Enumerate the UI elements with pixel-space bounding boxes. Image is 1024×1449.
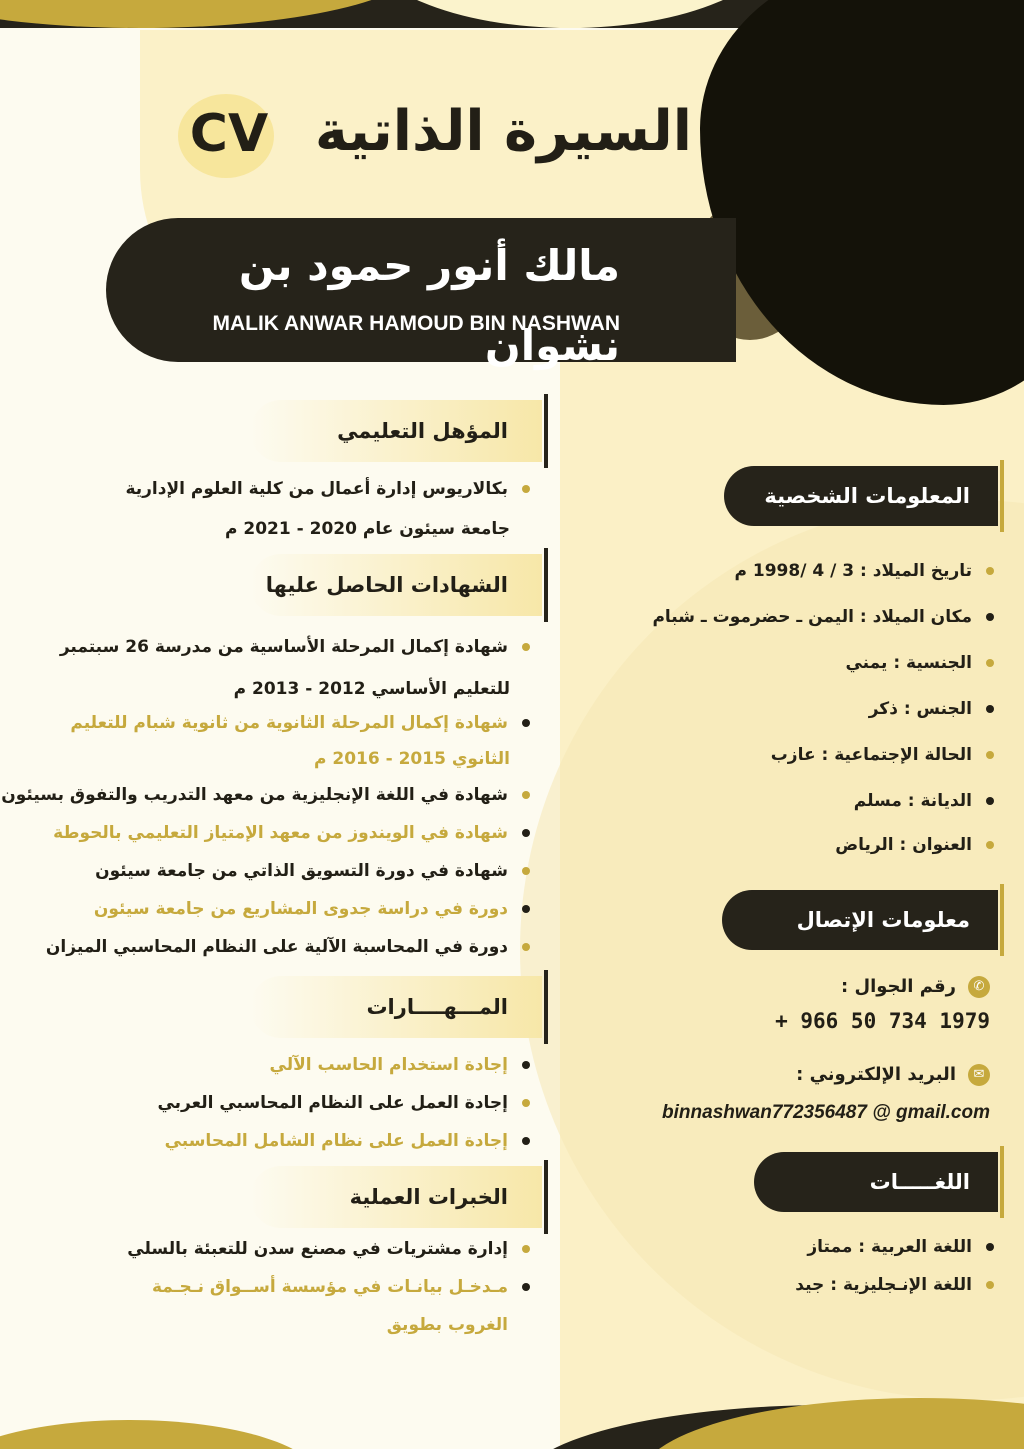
certificate-text: شهادة إكمال المرحلة الأساسية من مدرسة 26 سبتمبر <box>59 637 508 657</box>
list-item <box>152 1272 530 1302</box>
list-item <box>70 708 530 738</box>
page-title <box>176 86 696 178</box>
list-item <box>869 694 994 724</box>
email-icon: ✉ <box>968 1064 990 1086</box>
languages-heading: اللغـــــات <box>869 1170 970 1194</box>
list-item <box>795 1270 994 1300</box>
bottom-left-wave <box>0 1420 320 1449</box>
bullet-dot <box>986 705 994 713</box>
certificate-continuation: الثانوي 2015 - 2016 م <box>313 749 510 769</box>
certificate-text: دورة في دراسة جدوى المشاريع من جامعة سيئون <box>93 899 508 919</box>
education-heading: المؤهل التعليمي <box>337 419 508 443</box>
certificate-text: شهادة في دورة التسويق الذاتي من جامعة سيئون <box>95 861 508 881</box>
personal-heading-bar <box>724 466 998 526</box>
list-item <box>94 894 530 924</box>
personal-info: تاريخ الميلاد : 3 / 4 /1998 م <box>734 561 972 581</box>
experience-text: مـدخـل بيانـات في مؤسسة أســواق نـجـمة <box>151 1277 508 1297</box>
certificates-heading-bar <box>250 554 542 616</box>
list-item <box>807 1232 994 1262</box>
certificate-text: شهادة في اللغة الإنجليزية من معهد التدريب والتفوق بسيئون <box>1 785 508 805</box>
list-item <box>127 1234 530 1264</box>
bullet-dot <box>986 751 994 759</box>
bullet-dot <box>522 905 530 913</box>
bullet-dot <box>986 797 994 805</box>
phone-icon: ✆ <box>968 976 990 998</box>
list-item <box>95 856 530 886</box>
bullet-dot <box>522 1245 530 1253</box>
bullet-dot <box>522 719 530 727</box>
bullet-dot <box>522 829 530 837</box>
personal-info: الحالة الإجتماعية : عازب <box>770 745 972 765</box>
phone-value: + 966 50 734 1979 <box>775 1009 990 1033</box>
bullet-dot <box>522 867 530 875</box>
bullet-dot <box>522 943 530 951</box>
email-value[interactable]: binnashwan772356487 @ gmail.com <box>662 1102 990 1123</box>
list-item <box>734 556 994 586</box>
skills-heading-bar <box>250 976 542 1038</box>
list-item <box>53 818 530 848</box>
bullet-dot <box>986 1243 994 1251</box>
languages-heading-bar <box>754 1152 998 1212</box>
skill-text: إجادة استخدام الحاسب الآلي <box>269 1055 508 1075</box>
bullet-dot <box>522 1137 530 1145</box>
experience-heading-bar <box>250 1166 542 1228</box>
education-line: بكالاريوس إدارة أعمال من كلية العلوم الإدارية <box>125 479 508 499</box>
contact-heading-bar <box>722 890 998 950</box>
personal-info: الجنس : ذكر <box>868 699 972 719</box>
phone-label: رقم الجوال : <box>841 976 956 997</box>
skill-text: إجادة العمل على النظام المحاسبي العربي <box>157 1093 508 1113</box>
bullet-dot <box>522 791 530 799</box>
list-item <box>854 786 994 816</box>
list-item <box>845 648 994 678</box>
bullet-dot <box>986 659 994 667</box>
name-arabic: مالك أنور حمود بن نشوان <box>238 241 620 370</box>
bullet-dot <box>522 1099 530 1107</box>
education-heading-bar <box>250 400 542 462</box>
certificates-heading: الشهادات الحاصل عليها <box>265 573 508 597</box>
email-label: البريد الإلكتروني : <box>796 1064 956 1085</box>
language-item: اللغة الإنـجليزية : جيد <box>795 1275 972 1295</box>
personal-heading: المعلومات الشخصية <box>764 484 970 508</box>
experience-heading: الخبرات العملية <box>349 1185 508 1209</box>
list-item <box>125 474 530 504</box>
list-item <box>157 1088 530 1118</box>
list-item <box>1 780 530 810</box>
bullet-dot <box>986 1281 994 1289</box>
name-english: MALIK ANWAR HAMOUD BIN NASHWAN <box>212 312 620 335</box>
bullet-dot <box>522 1283 530 1291</box>
experience-continuation: الغروب بطويق <box>386 1315 508 1335</box>
personal-info: الديانة : مسلم <box>853 791 972 811</box>
bullet-dot <box>986 613 994 621</box>
personal-info: الجنسية : يمني <box>845 653 972 673</box>
contact-heading: معلومات الإتصال <box>796 908 970 932</box>
bullet-dot <box>986 841 994 849</box>
bullet-dot <box>522 485 530 493</box>
list-item <box>270 1050 530 1080</box>
skills-heading: المـــهــــارات <box>366 995 508 1019</box>
experience-text: إدارة مشتريات في مصنع سدن للتعبئة بالسلي <box>127 1239 508 1259</box>
list-item <box>165 1126 530 1156</box>
bullet-dot <box>522 643 530 651</box>
certificate-text: دورة في المحاسبة الآلية على النظام المحاسبي الميزان <box>45 937 508 957</box>
personal-info: مكان الميلاد : اليمن ـ حضرموت ـ شبام <box>652 607 972 627</box>
bullet-dot <box>522 1061 530 1069</box>
title-arabic: السيرة الذاتية <box>314 99 692 164</box>
list-item <box>835 830 994 860</box>
list-item <box>60 632 530 662</box>
list-item <box>771 740 994 770</box>
certificate-text: شهادة إكمال المرحلة الثانوية من ثانوية شبام للتعليم <box>70 713 508 733</box>
education-continuation: جامعة سيئون عام 2020 - 2021 م <box>225 519 510 539</box>
certificate-continuation: للتعليم الأساسي 2012 - 2013 م <box>233 679 510 699</box>
bullet-dot <box>986 567 994 575</box>
cv-label: CV <box>189 104 269 164</box>
certificate-text: شهادة في الويندوز من معهد الإمتياز التعليمي بالحوطة <box>53 823 508 843</box>
list-item <box>652 602 994 632</box>
skill-text: إجادة العمل على نظام الشامل المحاسبي <box>164 1131 508 1151</box>
language-item: اللغة العربية : ممتاز <box>807 1237 972 1257</box>
personal-info: العنوان : الرياض <box>835 835 972 855</box>
list-item <box>46 932 530 962</box>
